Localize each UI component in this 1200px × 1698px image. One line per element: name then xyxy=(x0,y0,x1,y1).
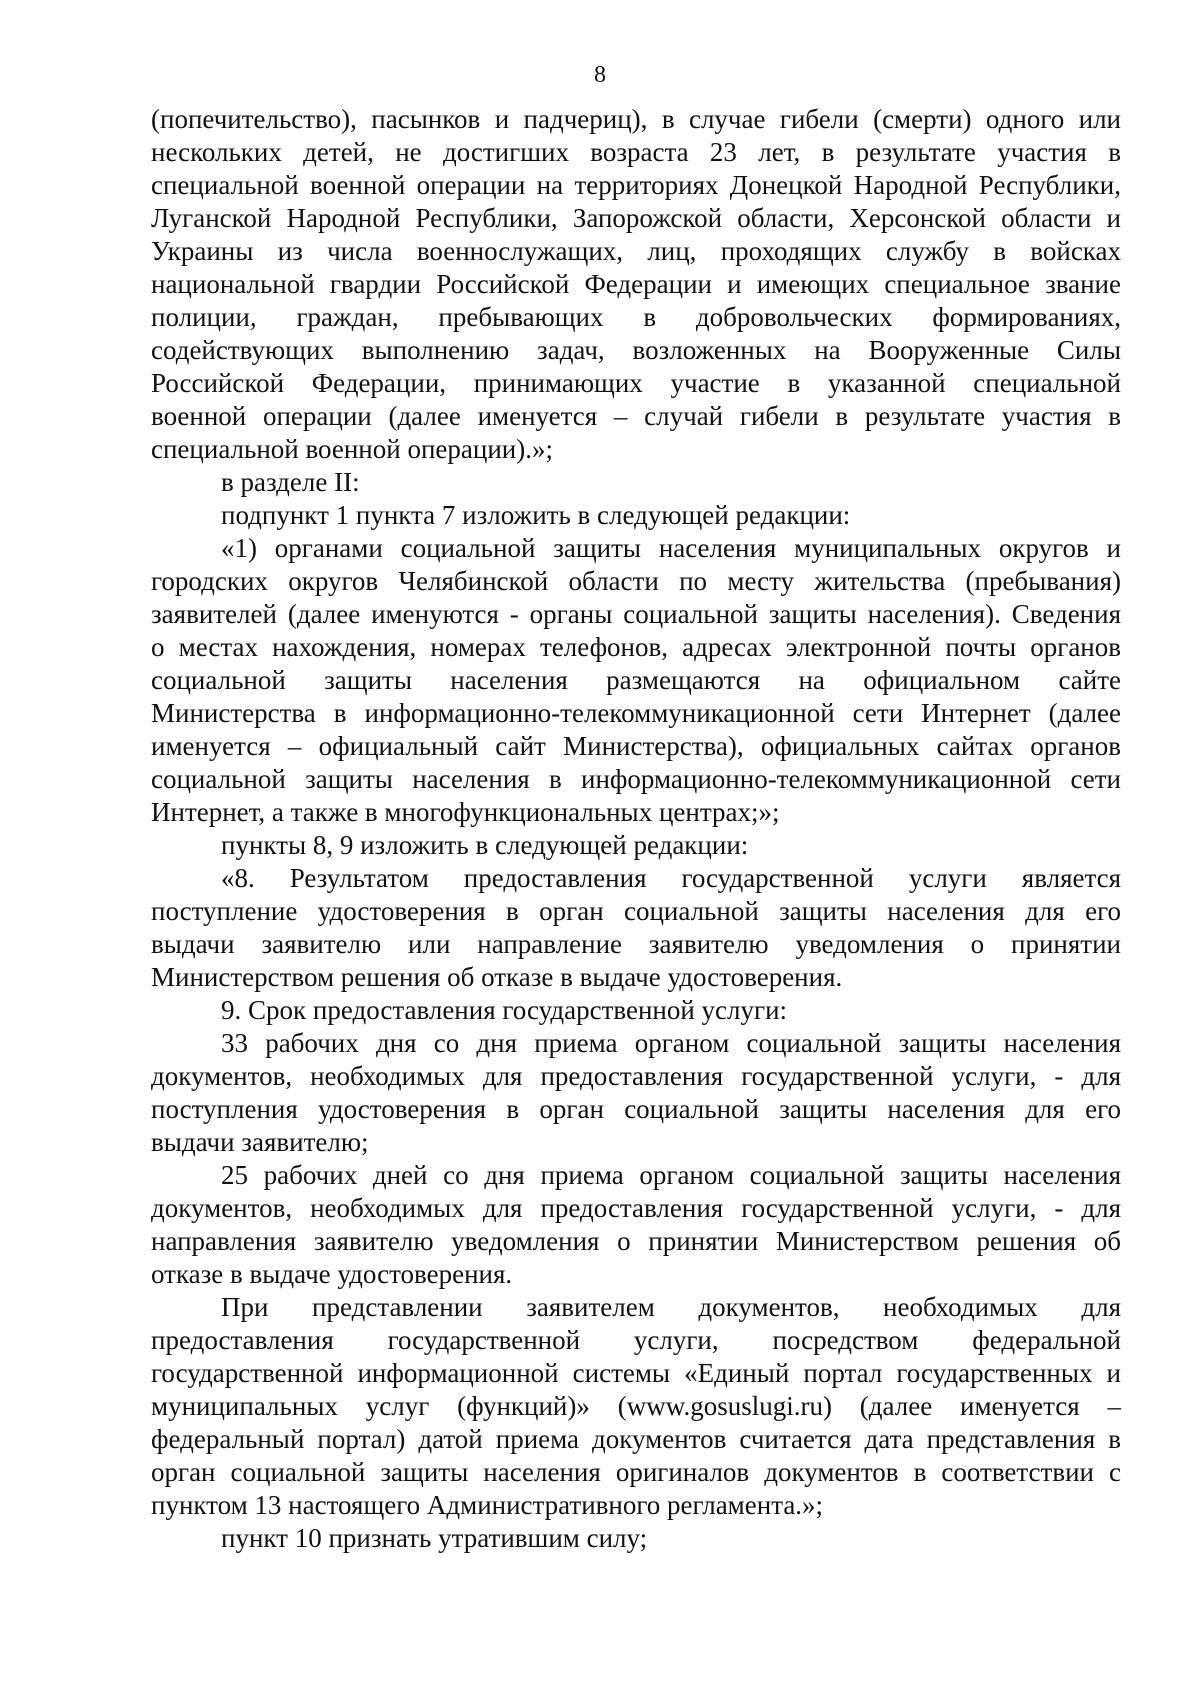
text-line: социальной защиты населения размещаются на официальном сайте xyxy=(151,665,1121,695)
text-line: поступления удостоверения в орган социальной защиты населения для его xyxy=(151,1094,1121,1124)
text-line: орган социальной защиты населения оригиналов документов в соответствии с xyxy=(151,1457,1121,1487)
text-line: содействующих выполнению задач, возложенных на Вооруженные Силы xyxy=(151,335,1121,365)
text-line: специальной военной операции на территориях Донецкой Народной Республики, xyxy=(151,170,1121,200)
text-line: государственной информационной системы «Единый портал государственных и xyxy=(151,1358,1121,1388)
text-line: предоставления государственной услуги, посредством федеральной xyxy=(151,1325,1121,1355)
text-line: 33 рабочих дня со дня приема органом социальной защиты населения xyxy=(221,1028,1121,1058)
text-line: 25 рабочих дней со дня приема органом социальной защиты населения xyxy=(221,1160,1121,1190)
text-line: поступление удостоверения в орган социальной защиты населения для его xyxy=(151,896,1121,926)
text-line: Министерством решения об отказе в выдаче удостоверения. xyxy=(151,962,843,992)
text-line: пунктом 13 настоящего Административного регламента.»; xyxy=(151,1490,824,1520)
text-line: выдачи заявителю или направление заявителю уведомления о принятии xyxy=(151,929,1121,959)
text-line: подпункт 1 пункта 7 изложить в следующей редакции: xyxy=(221,500,851,530)
text-line: федеральный портал) датой приема документов считается дата представления в xyxy=(151,1424,1121,1454)
text-line: нескольких детей, не достигших возраста 23 лет, в результате участия в xyxy=(151,137,1121,167)
text-line: заявителей (далее именуются - органы социальной защиты населения). Сведения xyxy=(151,599,1121,629)
text-line: Луганской Народной Республики, Запорожской области, Херсонской области и xyxy=(151,203,1121,233)
text-line: пункты 8, 9 изложить в следующей редакции: xyxy=(221,830,749,860)
page-number: 8 xyxy=(594,62,606,88)
text-line: социальной защиты населения в информационно-телекоммуникационной сети xyxy=(151,764,1121,794)
text-line: отказе в выдаче удостоверения. xyxy=(151,1259,513,1289)
text-line: выдачи заявителю; xyxy=(151,1127,369,1157)
text-line: пункт 10 признать утратившим силу; xyxy=(221,1523,648,1553)
text-line: Украины из числа военнослужащих, лиц, проходящих службу в войсках xyxy=(151,236,1121,266)
text-line: именуется – официальный сайт Министерства), официальных сайтах органов xyxy=(151,731,1121,761)
text-line: направления заявителю уведомления о принятии Министерством решения об xyxy=(151,1226,1121,1256)
text-line: Интернет, а также в многофункциональных центрах;»; xyxy=(151,797,780,827)
document-body xyxy=(151,103,1121,1555)
text-line: Российской Федерации, принимающих участие в указанной специальной xyxy=(151,368,1121,398)
text-line: специальной военной операции).»; xyxy=(151,434,553,464)
text-line: муниципальных услуг (функций)» (www.gosuslugi.ru) (далее именуется – xyxy=(151,1391,1121,1421)
text-line: 9. Срок предоставления государственной услуги: xyxy=(221,995,788,1025)
text-line: документов, необходимых для предоставления государственной услуги, - для xyxy=(151,1193,1121,1223)
text-line: о местах нахождения, номерах телефонов, адресах электронной почты органов xyxy=(151,632,1121,662)
text-line: национальной гвардии Российской Федерации и имеющих специальное звание xyxy=(151,269,1121,299)
text-line: «1) органами социальной защиты населения муниципальных округов и xyxy=(221,533,1121,563)
text-line: «8. Результатом предоставления государственной услуги является xyxy=(221,863,1121,893)
text-line: документов, необходимых для предоставления государственной услуги, - для xyxy=(151,1061,1121,1091)
text-line: в разделе II: xyxy=(221,467,360,497)
text-line: военной операции (далее именуется – случай гибели в результате участия в xyxy=(151,401,1121,431)
text-line: (попечительство), пасынков и падчериц), в случае гибели (смерти) одного или xyxy=(151,104,1121,134)
text-line: Министерства в информационно-телекоммуникационной сети Интернет (далее xyxy=(151,698,1121,728)
text-line: городских округов Челябинской области по месту жительства (пребывания) xyxy=(151,566,1121,596)
text-line: полиции, граждан, пребывающих в добровольческих формированиях, xyxy=(151,302,1121,332)
text-line: При представлении заявителем документов, необходимых для xyxy=(221,1292,1121,1322)
